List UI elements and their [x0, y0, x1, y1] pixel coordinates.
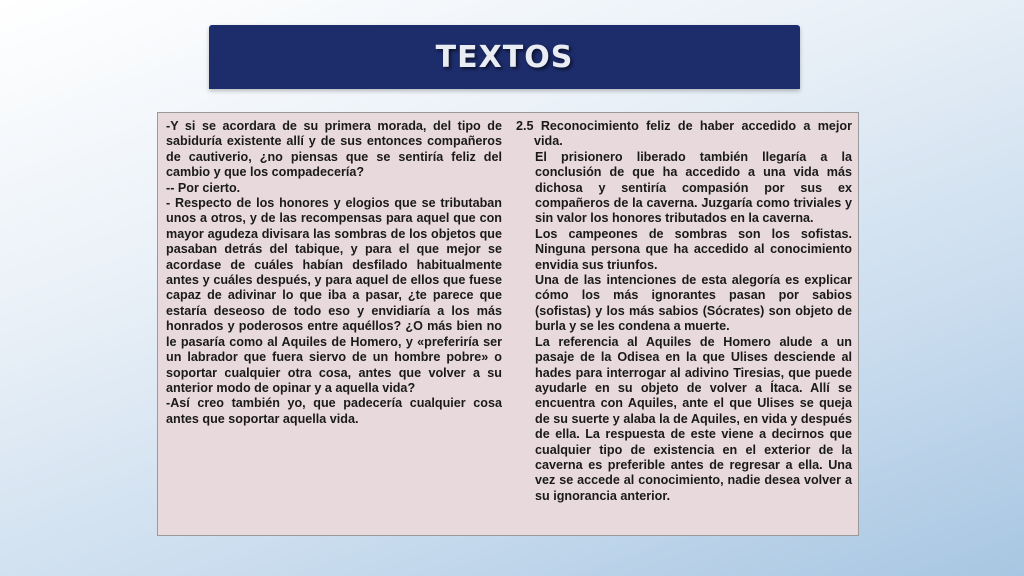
left-paragraph-2: -- Por cierto. — [166, 180, 241, 195]
section-heading: 2.5 Reconocimiento feliz de haber accedido a mejor vida. — [516, 119, 852, 149]
right-paragraph-3: Una de las intenciones de esta alegoría es explicar cómo los más ignorantes pasan por sabios (sofistas) y los más sabios (Sócrates) son objeto de burla y se les condena a muerte. — [535, 273, 852, 334]
text-panel — [157, 112, 859, 536]
right-paragraph-2: Los campeones de sombras son los sofistas. Ninguna persona que ha accedido al conocimiento envidia sus triunfos. — [535, 226, 852, 272]
right-text-column — [516, 119, 852, 504]
left-paragraph-3: - Respecto de los honores y elogios que se tributaban unos a otros, y de las recompensas para aquel que con mayor agudeza divisara las sombras de los objetos que pasaban detrás del tabique, y para el que mejor se acordase de cuáles habían desfilado habitualmente antes y cuáles después, y para aquel de ellos que fuese capaz de adivinar lo que iba a pasar, ¿te parece que estaría deseoso de todo eso y envidiaría a los más honrados y poderosos entre aquéllos? ¿O más bien no le pasaría como al Aquiles de Homero, y «preferiría ser un labrador que fuera siervo de un hombre pobre» o soportar cualquier otra cosa, antes que volver a su anterior modo de opinar y a aquella vida? — [166, 196, 502, 395]
left-paragraph-1: -Y si se acordara de su primera morada, del tipo de sabiduría existente allí y de sus entonces compañeros de cautiverio, ¿no piensas que se sentiría feliz del cambio y que los compadecería? — [166, 119, 502, 180]
right-paragraph-1: El prisionero liberado también llegaría a la conclusión de que ha accedido a una vida más dichosa y sentiría compasión por sus ex compañeros de la caverna. Juzgaría como triviales y sin valor los honores tributados en la caverna. — [535, 149, 852, 226]
right-paragraph-4: La referencia al Aquiles de Homero alude a un pasaje de la Odisea en la que Ulises desciende al hades para interrogar al adivino Tiresias, que puede ayudarle en su objeto de volver a Ítaca. Allí se encuentra con Aquiles, ante el que Ulises se queja de su suerte y alaba la de Aquiles, en vida y después de ella. La respuesta de este viene a decirnos que cualquier tipo de existencia en el exterior de la caverna es preferible antes de regresar a ella. Una vez se accede al conocimiento, nadie desea volver a su ignorancia anterior. — [535, 334, 852, 503]
left-text-column — [166, 119, 502, 427]
left-paragraph-4: -Así creo también yo, que padecería cualquier cosa antes que soportar aquella vida. — [166, 396, 502, 426]
title-banner — [209, 25, 800, 89]
slide-title: TEXTOS — [435, 39, 574, 75]
